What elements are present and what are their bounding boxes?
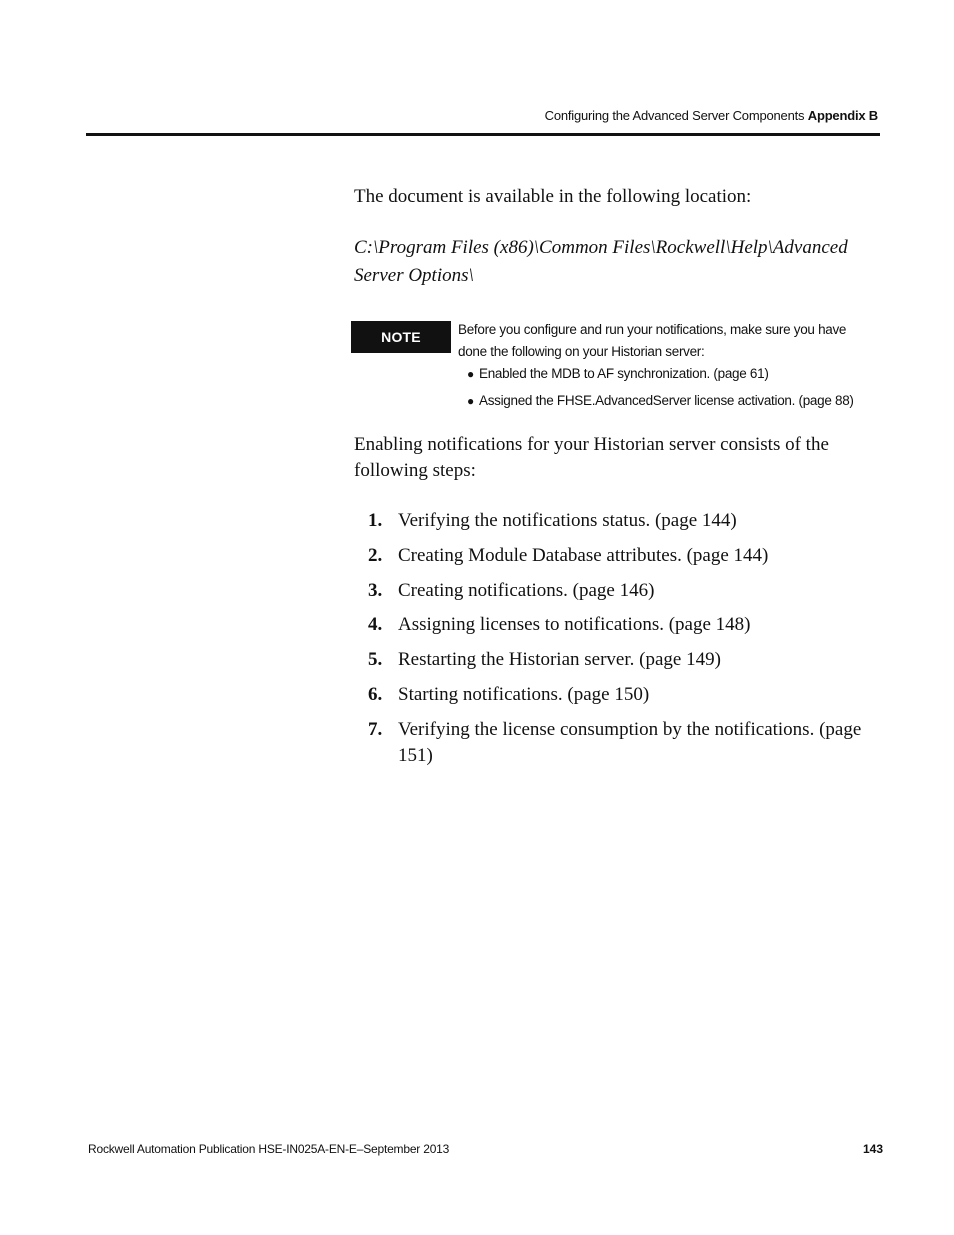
note-bullet-item bbox=[467, 390, 878, 417]
step-item bbox=[354, 543, 874, 569]
footer-page-number: 143 bbox=[862, 1142, 883, 1156]
step-number: 7. bbox=[368, 718, 383, 740]
step-number: 5. bbox=[368, 649, 383, 671]
step-item bbox=[354, 508, 874, 534]
step-link[interactable]: Assigning licenses to notifications. (page 148) bbox=[398, 614, 751, 636]
step-item bbox=[354, 647, 874, 673]
header-section-title: Configuring the Advanced Server Components bbox=[544, 108, 805, 123]
step-link[interactable]: Creating notifications. (page 146) bbox=[398, 579, 655, 601]
step-number: 4. bbox=[368, 614, 383, 636]
step-item bbox=[354, 578, 874, 604]
note-label: NOTE bbox=[351, 321, 451, 353]
step-number: 3. bbox=[368, 579, 383, 601]
step-number: 6. bbox=[368, 683, 383, 705]
note-bullet-text: Assigned the FHSE.AdvancedServer license activation. (page 88) bbox=[479, 393, 854, 408]
file-path: C:\Program Files (x86)\Common Files\Rockwell\Help\Advanced Server Options\ bbox=[354, 237, 848, 286]
footer-publication: Rockwell Automation Publication HSE-IN025A-EN-E–September 2013 bbox=[88, 1142, 450, 1156]
bullet-icon: ● bbox=[467, 367, 474, 381]
intro-paragraph: The document is available in the following location: bbox=[354, 186, 752, 207]
step-number: 1. bbox=[368, 510, 383, 531]
step-number: 2. bbox=[368, 544, 383, 566]
steps-lead-paragraph: Enabling notifications for your Historian server consists of the following steps: bbox=[354, 434, 829, 481]
steps-list bbox=[354, 508, 874, 778]
step-link[interactable]: Verifying the license consumption by the notifications. (page 151) bbox=[398, 718, 862, 766]
step-item bbox=[354, 682, 874, 708]
step-link[interactable]: Creating Module Database attributes. (page 144) bbox=[398, 544, 769, 566]
bullet-icon: ● bbox=[467, 394, 474, 408]
note-text: Before you configure and run your notifications, make sure you have done the following on your Historian server: bbox=[458, 322, 847, 359]
step-item bbox=[354, 612, 874, 638]
note-body bbox=[458, 319, 878, 417]
step-link[interactable]: Starting notifications. (page 150) bbox=[398, 683, 650, 705]
note-bullet-item bbox=[467, 363, 878, 390]
step-link[interactable]: Verifying the notifications status. (page 144) bbox=[398, 510, 737, 531]
header-appendix-label: Appendix B bbox=[807, 108, 878, 123]
note-bullet-text: Enabled the MDB to AF synchronization. (page 61) bbox=[479, 366, 769, 381]
running-header bbox=[545, 108, 878, 123]
note-bullet-list bbox=[458, 363, 878, 417]
step-link[interactable]: Restarting the Historian server. (page 149) bbox=[398, 649, 721, 671]
header-rule bbox=[86, 133, 880, 136]
step-item bbox=[354, 717, 874, 769]
